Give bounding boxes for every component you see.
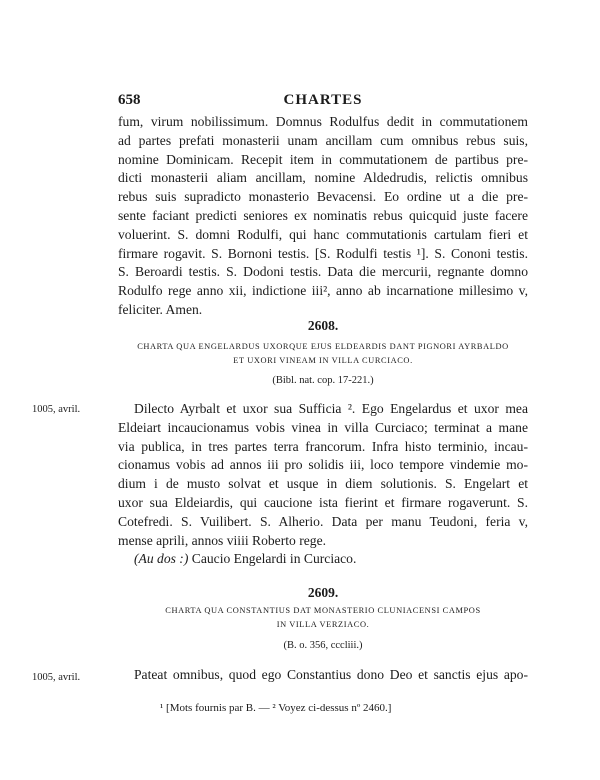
margin-date: 1005, avril. xyxy=(32,672,81,683)
footnote: ¹ [Mots fournis par B. — ² Voyez ci-dessus nº 2460.] xyxy=(160,702,392,714)
text-line: ad partes prefati monasterii unam ancillam cum omnibus rebus suis, xyxy=(118,132,528,148)
text-line: Pateat omnibus, quod ego Constantius dono Deo et sanctis ejus apo- xyxy=(134,667,528,682)
page-header xyxy=(118,92,528,112)
text-line: voluerint. S. domni Rodulfi, qui hanc commutationis cartulam fieri et xyxy=(118,226,528,242)
text-line: via publica, in tres partes terra francorum. Infra histo terminio, incau- xyxy=(118,438,528,454)
text-line: mense aprili, annos viiii Roberto rege. xyxy=(118,532,327,548)
dorsal-label: (Au dos :) xyxy=(134,551,189,567)
charter-heading-line: CHARTA QUA ENGELARDUS UXORQUE EJUS ELDEARDIS DANT PIGNORI AYRBALDO xyxy=(137,342,509,351)
text-line: uxor sua Eldeiardis, qui caucione ista fierint et firmare rogaverunt. S. xyxy=(118,494,528,510)
charter-2609-text xyxy=(118,666,528,685)
charter-source: (B. o. 356, cccliii.) xyxy=(283,640,363,651)
text-line: dium i de musto solvat et usque in diem solutionis. S. Engelart et xyxy=(118,476,528,492)
text-line: firmare rogavit. S. Bornoni testis. [S. Rodulfi testis ¹]. S. Cononi testis. xyxy=(118,245,528,261)
text-line: S. Beroardi testis. S. Dodoni testis. Data die mercurii, regnante domno xyxy=(118,264,528,280)
text-line: rebus suis supradicto monasterio Bevacensi. Eo ordine ut a die pre- xyxy=(118,189,528,205)
text-line: dicti monasterii aliam ancillam, nomine Aldedrudis, relictis omnibus xyxy=(118,170,528,186)
dorsal-text: Caucio Engelardi in Curciaco. xyxy=(191,551,357,567)
charter-heading-line: CHARTA QUA CONSTANTIUS DAT MONASTERIO CLUNIACENSI CAMPOS xyxy=(165,606,481,615)
text-line: Eldeiart incaucionamus vobis vinea in villa Curciaco; terminat a mane xyxy=(118,419,528,435)
dorsal-note xyxy=(118,550,528,569)
continuation-paragraph xyxy=(118,113,528,320)
page-number: 658 xyxy=(118,92,141,108)
text-line: feliciter. Amen. xyxy=(118,301,203,317)
charter-2608-text xyxy=(118,400,528,569)
charter-source: (Bibl. nat. cop. 17-221.) xyxy=(272,375,374,386)
text-line: cionamus vobis ad annos iii pro solidis iii, loco tempore vindemie mo- xyxy=(118,457,528,473)
text-line: nomine Dominicam. Recepit item in commutationem de partibus pre- xyxy=(118,151,528,167)
text-line: Dilecto Ayrbalt et uxor sua Sufficia ². Ego Engelardus et uxor mea xyxy=(134,401,528,416)
text-line: sente faciant predicti seniores ex nominatis rebus quicquid juste facere xyxy=(118,207,528,223)
running-title: CHARTES xyxy=(283,92,363,108)
charter-number-2609: 2609. xyxy=(307,585,339,600)
charter-heading-line: IN VILLA VERZIACO. xyxy=(276,620,370,629)
text-line: fum, virum nobilissimum. Domnus Rodulfus dedit in commutationem xyxy=(118,114,528,129)
charter-number-2608: 2608. xyxy=(307,318,339,333)
margin-date: 1005, avril. xyxy=(32,404,81,415)
text-line: Rodulfo rege anno xii, indictione iii², anno ab incarnatione millesimo v, xyxy=(118,283,528,299)
charter-heading-line: ET UXORI VINEAM IN VILLA CURCIACO. xyxy=(233,356,413,365)
text-line: Cotefredi. S. Vuilibert. S. Alherio. Data per manu Teudoni, feria v, xyxy=(118,513,528,529)
